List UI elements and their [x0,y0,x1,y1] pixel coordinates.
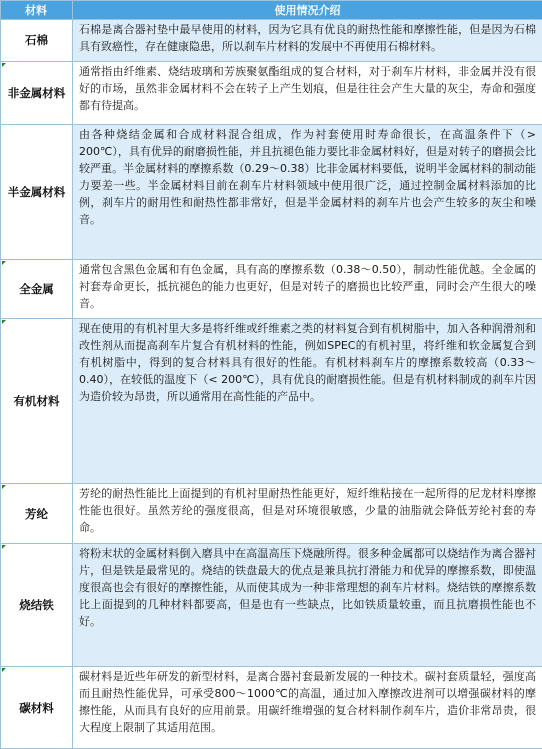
material-description: 芳纶的耐热性能比上面提到的有机衬里耐热性能更好，短纤维粘接在一起所得的尼龙材料摩擦性能也很好。虽然芳纶的强度很高，但是对环境很敏感，少量的油脂就会降低芳纶衬套的寿命。 [73,484,542,544]
material-description: 由各种烧结金属和合成材料混合组成，作为衬套使用时寿命很长，在高温条件下（> 200℃），具有优异的耐磨损性能，并且抗褪色能力要比非金属材料好，但是对转子的磨损会比较严重。半金属材料的摩擦系数（0.29～0.38）比非金属材料要低，说明半金属材料的制动能力要差一些。半金属材料目前在刹车片材料领域中使用很广泛，通过控制金属材料添加的比例，刹车片的耐用性和耐热性都非常好，但是半金属材料的刹车片也会产生较多的灰尘和噪音。 [73,124,542,259]
material-name [1,484,73,544]
material-name-text: 芳纶 [25,506,48,521]
corner-marker-icon [2,668,6,672]
table-row [1,667,542,749]
material-name: 半金属材料 [1,124,73,259]
material-name-text: 有机材料 [13,394,60,409]
material-name: 石棉 [1,20,73,62]
material-name [1,667,73,749]
corner-marker-icon [2,545,6,549]
material-name [1,319,73,484]
table-header-row [1,1,542,20]
table-row [1,61,542,124]
material-name [1,543,73,666]
table-row [1,124,542,259]
corner-marker-icon [2,63,6,67]
material-name-text: 非金属材料 [7,85,66,100]
table-row [1,543,542,666]
corner-marker-icon [2,261,6,265]
table-row [1,484,542,544]
header-material: 材料 [1,1,73,20]
material-description: 石棉是离合器衬垫中最早使用的材料，因为它具有优良的耐热性能和摩擦性能，但是因为石棉具有致癌性，存在健康隐患，所以刹车片材料的发展中不再使用石棉材料。 [73,20,542,62]
corner-marker-icon [2,320,6,324]
header-description: 使用情况介绍 [73,1,542,20]
table-row [1,259,542,319]
material-name-text: 烧结铁 [19,598,54,613]
material-name [1,259,73,319]
material-name-text: 碳材料 [19,700,54,715]
material-name-text: 全金属 [19,281,54,296]
table-row [1,319,542,484]
table-row [1,20,542,62]
material-description: 现在使用的有机衬里大多是将纤维或纤维素之类的材料复合到有机树脂中，加入各种润滑剂和改性剂从而提高刹车片复合有机材料的性能，例如SPEC的有机衬里，将纤维和软金属复合到有机树脂中，得到的复合材料具有很好的性能。有机材料刹车片的摩擦系数较高（0.33～0.40），在较低的温度下（< 200℃），具有优良的耐磨损性能。但是有机材料制成的刹车片因为造价较为昂贵，所以通常用在高性能的产品中。 [73,319,542,484]
material-description: 通常指由纤维素、烧结玻璃和芳族聚氨酯组成的复合材料，对于刹车片材料，非金属并没有很好的市场，虽然非金属材料不会在转子上产生划痕，但是往往会产生大量的灰尘，寿命和强度都有待提高。 [73,61,542,124]
material-name [1,61,73,124]
corner-marker-icon [2,485,6,489]
material-description: 碳材料是近些年研发的新型材料，是离合器衬套最新发展的一种技术。碳衬套质量轻，强度高而且耐热性能优异，可承受800～1000℃的高温，通过加入摩擦改进剂可以增强碳材料的摩擦性能，从而具有良好的应用前景。用碳纤维增强的复合材料制作刹车片，造价非常昂贵，很大程度上限制了其适用范围。 [73,667,542,749]
material-description: 通常包含黑色金属和有色金属，具有高的摩擦系数（0.38～0.50），制动性能优越。全金属的衬套寿命更长，抵抗褪色的能力也更好，但是对转子的磨损也比较严重，同时会产生很大的噪音。 [73,259,542,319]
material-description: 将粉末状的金属材料倒入磨具中在高温高压下烧融所得。很多种金属都可以烧结作为离合器衬片，但是铁是最常见的。烧结的铁盘最大的优点是兼具抗打滑能力和优异的摩擦系数，即使温度很高也会有很好的摩擦性能，从而使其成为一种非常理想的刹车片材料。烧结铁的摩擦系数比上面提到的几种材料都要高，但是也有一些缺点，比如铁质量较重，而且抗磨损性能也不好。 [73,543,542,666]
